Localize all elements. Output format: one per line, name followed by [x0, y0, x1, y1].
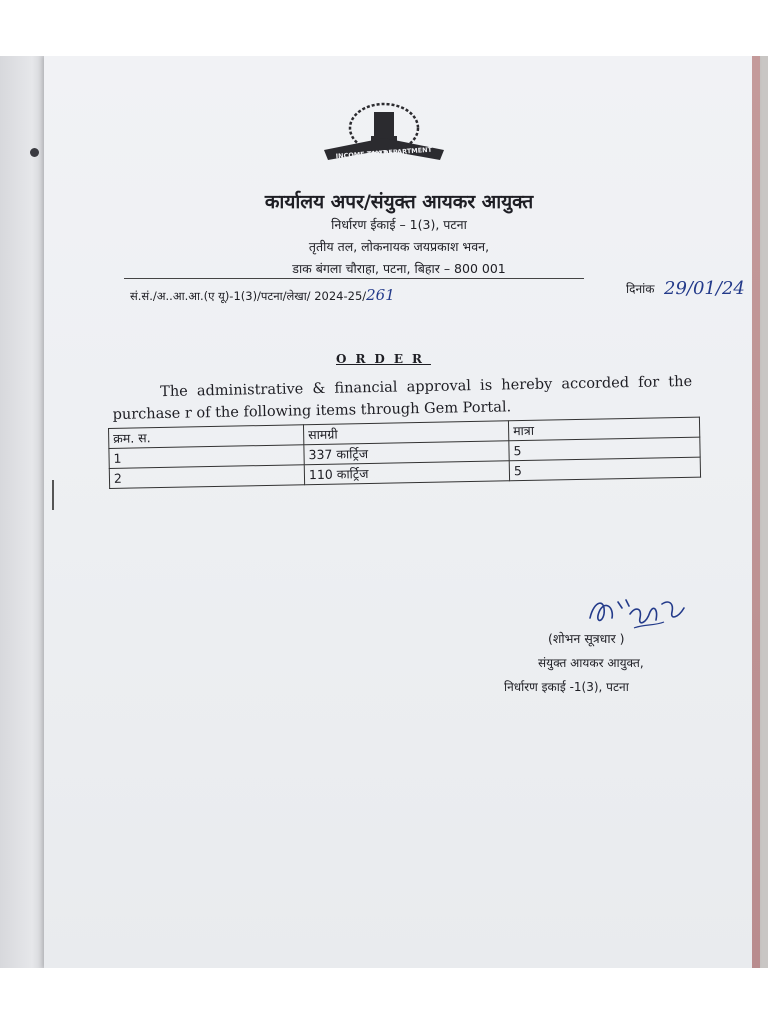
cell-serial: 1 [109, 445, 304, 469]
signatory-unit: निर्धारण इकाई -1(3), पटना [504, 680, 629, 694]
cell-material: 337 कार्ट्रिज [304, 441, 509, 465]
letterhead-rule [124, 278, 584, 279]
svg-text:INCOME TAX DEPARTMENT: INCOME TAX DEPARTMENT [335, 145, 433, 161]
office-title: कार्यालय अपर/संयुक्त आयकर आयुक्त [264, 191, 534, 213]
background-edge [752, 56, 760, 968]
cell-quantity: 5 [509, 437, 700, 461]
date-handwritten: 29/01/24 [664, 278, 745, 299]
document-photo [0, 56, 768, 968]
signatory-name: (शोभन सूत्रधार ) [548, 631, 625, 646]
order-body-line-2: purchase r of the following items through Gem Portal. [112, 399, 512, 423]
header-material: सामग्री [303, 421, 508, 445]
items-table [108, 417, 701, 489]
header-serial: क्रम. स. [109, 425, 304, 449]
reference-number-printed: सं.सं./अ..आ.आ.(ए यू)-1(3)/पटना/लेखा/ 2024-25/ [130, 289, 367, 303]
items-table-wrapper [108, 417, 701, 489]
order-heading: ORDER [336, 352, 431, 366]
order-sheet [44, 56, 760, 968]
address-line-1: तृतीय तल, लोकनायक जयप्रकाश भवन, [308, 239, 490, 254]
reference-number [130, 286, 395, 304]
date-label: दिनांक [626, 282, 655, 296]
cell-material: 110 कार्ट्रिज [304, 461, 509, 485]
income-tax-department-emblem-icon [314, 102, 454, 170]
assessment-unit: निर्धारण ईकाई – 1(3), पटना [331, 217, 467, 232]
underlying-sheet [0, 56, 47, 968]
header-quantity: मात्रा [508, 417, 699, 441]
punch-hole [30, 148, 39, 157]
order-body-line-1: The administrative & financial approval is hereby accorded for the [160, 373, 693, 401]
cell-quantity: 5 [509, 457, 700, 481]
margin-pen-mark [52, 480, 54, 510]
cell-serial: 2 [109, 465, 304, 489]
signatory-designation: संयुक्त आयकर आयुक्त, [538, 656, 644, 670]
address-line-2: डाक बंगला चौराहा, पटना, बिहार – 800 001 [292, 261, 506, 276]
reference-number-handwritten: 261 [366, 286, 395, 304]
